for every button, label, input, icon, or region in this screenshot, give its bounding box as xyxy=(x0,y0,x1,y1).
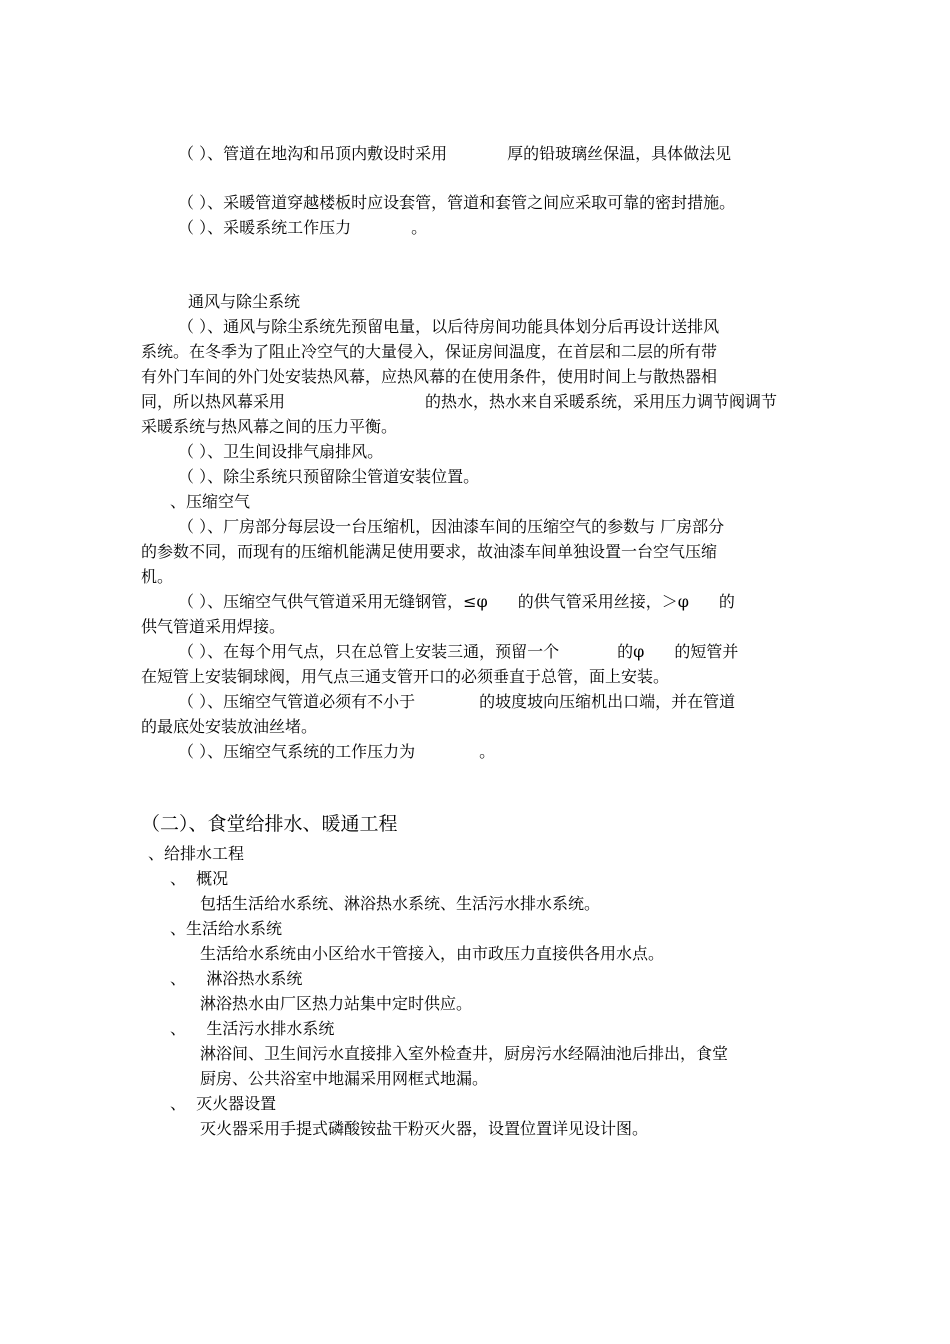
text-run: 的 xyxy=(718,592,735,611)
text-run: 采暖系统与热风幕之间的压力平衡。 xyxy=(141,417,398,436)
text-run: 包括生活给水系统、淋浴热水系统、生活污水排水系统。 xyxy=(200,894,601,913)
paragraph-line xyxy=(178,740,495,764)
text-run: 的φ xyxy=(617,642,645,661)
text-run: 的参数不同，而现有的压缩机能满足使用要求，故油漆车间单独设置一台空气压缩 xyxy=(141,542,718,561)
text-run: （二）、食堂给排水、暖通工程 xyxy=(141,813,398,835)
paragraph-line xyxy=(141,540,717,564)
paragraph-line xyxy=(148,842,244,866)
paragraph-line xyxy=(178,690,735,714)
text-run: 在短管上安装铜球阀，用气点三通支管开口的必须垂直于总管，面上安装。 xyxy=(141,667,670,686)
paragraph-line xyxy=(141,665,669,689)
text-run: （ ）、采暖系统工作压力 xyxy=(178,218,352,237)
paragraph-line xyxy=(170,967,302,991)
paragraph-line xyxy=(170,1017,334,1041)
text-run: 淋浴热水由厂区热力站集中定时供应。 xyxy=(200,994,473,1013)
paragraph-line xyxy=(200,892,600,916)
text-run: （ ）、压缩空气系统的工作压力为 xyxy=(178,742,416,761)
text-run: （ ）、除尘系统只预留除尘管道安装位置。 xyxy=(178,467,480,486)
text-run: 。 xyxy=(479,742,496,761)
paragraph-line xyxy=(178,640,738,664)
paragraph-line xyxy=(178,216,427,240)
text-run: 淋浴间、卫生间污水直接排入室外检查井，厨房污水经隔油池后排出，食堂 xyxy=(200,1044,729,1063)
text-run: （ ）、管道在地沟和吊顶内敷设时采用 xyxy=(178,144,448,163)
paragraph-line xyxy=(141,615,285,639)
text-run: 、 灭火器设置 xyxy=(170,1094,277,1113)
paragraph-line xyxy=(170,490,250,514)
text-run: 、压缩空气 xyxy=(170,492,251,511)
text-run: 、给排水工程 xyxy=(148,844,245,863)
paragraph-line xyxy=(178,315,719,339)
paragraph-line xyxy=(141,340,717,364)
paragraph-line xyxy=(200,1067,488,1091)
text-run: 供气管道采用焊接。 xyxy=(141,617,286,636)
text-run: 、 概况 xyxy=(170,869,229,888)
text-run: （ ）、压缩空气供气管道采用无缝钢管，≤φ xyxy=(178,592,488,611)
paragraph-line xyxy=(178,142,731,166)
text-run: 灭火器采用手提式磷酸铵盐干粉灭火器，设置位置详见设计图。 xyxy=(200,1119,649,1138)
paragraph-line xyxy=(170,1092,276,1116)
text-run: 机。 xyxy=(141,567,174,586)
text-run: 、生活给水系统 xyxy=(170,919,283,938)
text-run: 有外门车间的外门处安装热风幕，应热风幕的在使用条件，使用时间上与散热器相 xyxy=(141,367,718,386)
text-run: 的短管并 xyxy=(674,642,739,661)
text-run: 生活给水系统由小区给水干管接入，由市政压力直接供各用水点。 xyxy=(200,944,665,963)
paragraph-line xyxy=(200,942,664,966)
paragraph-line xyxy=(188,290,300,314)
paragraph-line xyxy=(141,365,717,389)
text-run: 系统。在冬季为了阻止冷空气的大量侵入，保证房间温度，在首层和二层的所有带 xyxy=(141,342,718,361)
paragraph-line xyxy=(178,465,479,489)
text-run: 的热水，热水来自采暖系统，采用压力调节阀调节 xyxy=(425,392,778,411)
text-run: （ ）、在每个用气点，只在总管上安装三通，预留一个 xyxy=(178,642,560,661)
paragraph-line xyxy=(200,1042,728,1066)
paragraph-line xyxy=(178,515,724,539)
paragraph-line xyxy=(141,390,777,414)
paragraph-line xyxy=(141,565,173,589)
paragraph-line xyxy=(200,1117,648,1141)
text-run: 的坡度坡向压缩机出口端，并在管道 xyxy=(479,692,736,711)
text-run: 的最底处安装放油丝堵。 xyxy=(141,717,318,736)
paragraph-line xyxy=(178,191,735,215)
section-heading xyxy=(141,810,398,838)
text-run: 同，所以热风幕采用 xyxy=(141,392,286,411)
text-run: 的供气管采用丝接，＞φ xyxy=(517,592,689,611)
paragraph-line xyxy=(170,917,282,941)
text-run: （ ）、通风与除尘系统先预留电量，以后待房间功能具体划分后再设计送排风 xyxy=(178,317,720,336)
text-run: （ ）、卫生间设排气扇排风。 xyxy=(178,442,384,461)
text-run: （ ）、厂房部分每层设一台压缩机，因油漆车间的压缩空气的参数与 厂房部分 xyxy=(178,517,725,536)
text-run: 、 生活污水排水系统 xyxy=(170,1019,335,1038)
text-run: 厚的铅玻璃丝保温，具体做法见 xyxy=(507,144,732,163)
paragraph-line xyxy=(141,715,317,739)
text-run: （ ）、压缩空气管道必须有不小于 xyxy=(178,692,416,711)
text-run: 。 xyxy=(411,218,428,237)
paragraph-line xyxy=(178,440,383,464)
text-run: 通风与除尘系统 xyxy=(188,292,301,311)
paragraph-line xyxy=(178,590,735,614)
text-run: （ ）、采暖管道穿越楼板时应设套管，管道和套管之间应采取可靠的密封措施。 xyxy=(178,193,736,212)
text-run: 、 淋浴热水系统 xyxy=(170,969,303,988)
text-run: 厨房、公共浴室中地漏采用网框式地漏。 xyxy=(200,1069,489,1088)
paragraph-line xyxy=(200,992,472,1016)
paragraph-line xyxy=(170,867,228,891)
paragraph-line xyxy=(141,415,397,439)
